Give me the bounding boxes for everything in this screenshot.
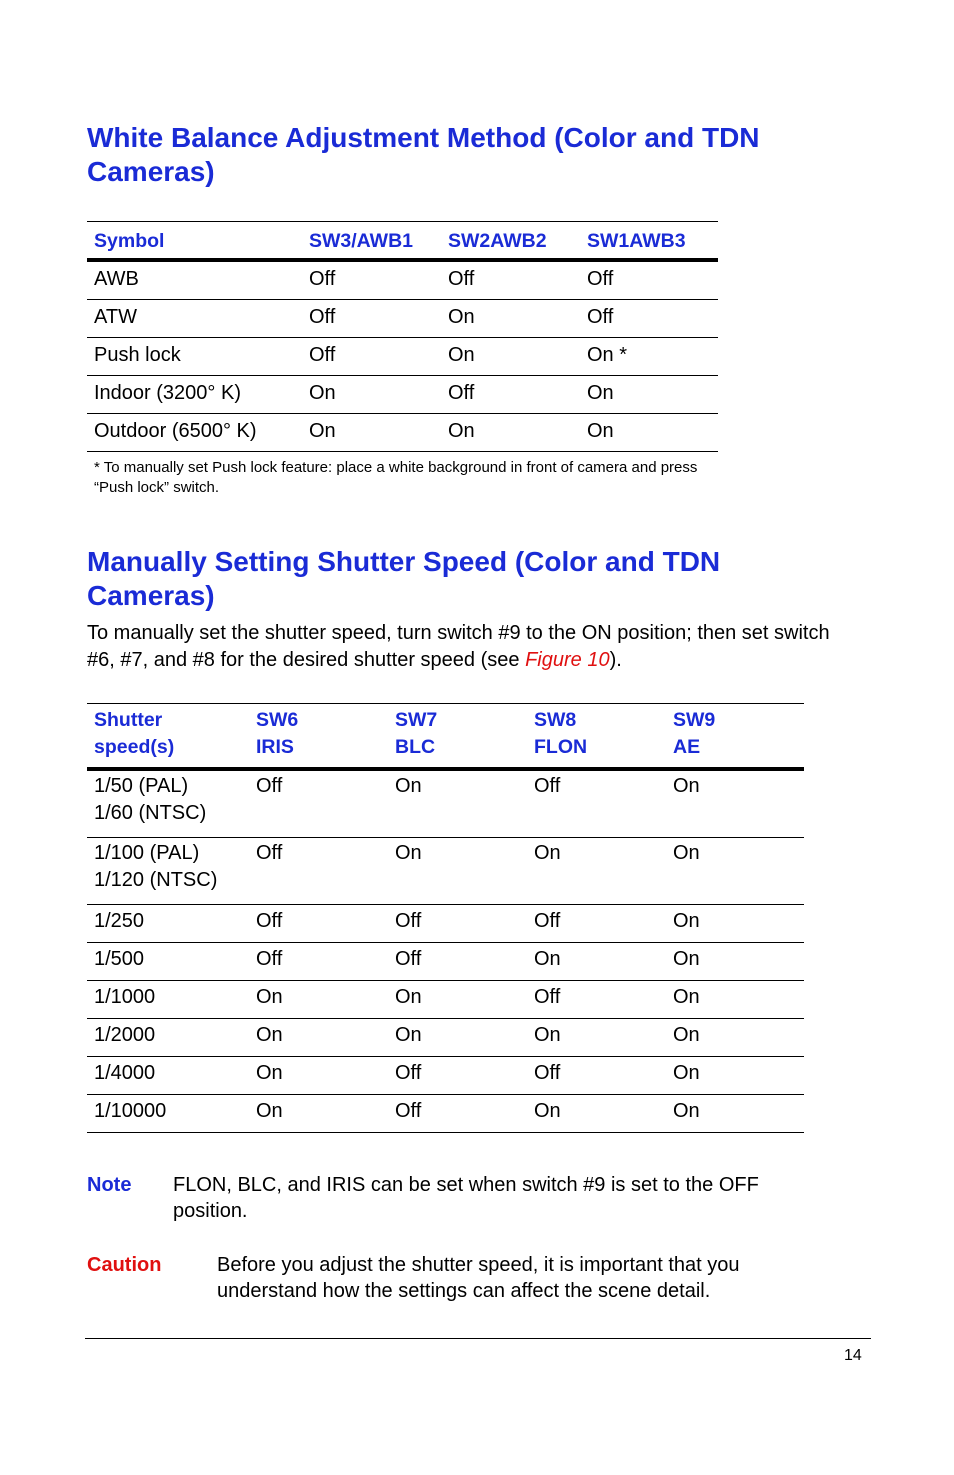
cell-sw2: On xyxy=(441,338,580,376)
header-line: SW7 xyxy=(395,709,438,731)
speed-ntsc: 1/60 (NTSC) xyxy=(94,802,207,824)
cell-shutter-speed: 1/2000 xyxy=(87,1019,249,1057)
table-row xyxy=(87,300,718,338)
cell-shutter-speed: 1/4000 xyxy=(87,1057,249,1095)
table-row xyxy=(87,1095,804,1133)
speed-pal: 1/100 (PAL) xyxy=(94,842,200,864)
column-header-sw9-ae xyxy=(666,704,804,770)
cell-sw7: Off xyxy=(388,943,527,981)
cell-shutter-speed xyxy=(87,838,249,905)
cell-sw2: Off xyxy=(441,260,580,300)
table-row xyxy=(87,260,718,300)
cell-sw7: On xyxy=(388,769,527,838)
cell-shutter-speed: 1/250 xyxy=(87,905,249,943)
header-line: SW9 xyxy=(673,709,716,731)
cell-sw9: On xyxy=(666,905,804,943)
cell-sw6: Off xyxy=(249,838,388,905)
cell-symbol: AWB xyxy=(87,260,302,300)
cell-sw9: On xyxy=(666,1095,804,1133)
column-header-sw2awb2: SW2AWB2 xyxy=(441,222,580,261)
column-header-shutter-speed xyxy=(87,704,249,770)
cell-sw8: On xyxy=(527,1019,666,1057)
table-row xyxy=(87,769,804,838)
cell-sw8: On xyxy=(527,838,666,905)
intro-text: To manually set the shutter speed, turn switch #9 to the ON position; then set switch #6, #7, and #8 for the desired shutter speed (see xyxy=(87,622,830,671)
table-row xyxy=(87,414,718,452)
header-line: speed(s) xyxy=(94,736,175,758)
cell-shutter-speed: 1/500 xyxy=(87,943,249,981)
cell-sw2: On xyxy=(441,300,580,338)
column-header-sw3-awb1: SW3/AWB1 xyxy=(302,222,441,261)
cell-sw9: On xyxy=(666,769,804,838)
table-row xyxy=(87,1019,804,1057)
header-line: BLC xyxy=(395,736,436,758)
table-row xyxy=(87,338,718,376)
cell-shutter-speed xyxy=(87,769,249,838)
cell-symbol: Outdoor (6500° K) xyxy=(87,414,302,452)
table-header-row xyxy=(87,704,804,770)
cell-sw3: Off xyxy=(302,260,441,300)
speed-ntsc: 1/120 (NTSC) xyxy=(94,869,218,891)
note-text: FLON, BLC, and IRIS can be set when switch #9 is set to the OFF position. xyxy=(173,1174,759,1222)
table-row xyxy=(87,943,804,981)
table-header-row xyxy=(87,222,718,261)
cell-sw1: On xyxy=(580,414,718,452)
cell-sw7: Off xyxy=(388,1095,527,1133)
white-balance-table xyxy=(87,221,718,452)
cell-sw3: Off xyxy=(302,338,441,376)
cell-shutter-speed: 1/10000 xyxy=(87,1095,249,1133)
column-header-sw8-flon xyxy=(527,704,666,770)
section-heading-shutter-speed: Manually Setting Shutter Speed (Color and TDN Cameras) xyxy=(87,546,721,611)
page-number: 14 xyxy=(844,1347,862,1364)
footnote-marker: * xyxy=(94,459,100,476)
cell-sw6: On xyxy=(249,1057,388,1095)
header-line: SW6 xyxy=(256,709,299,731)
shutter-speed-intro xyxy=(87,620,857,674)
cell-sw6: On xyxy=(249,1019,388,1057)
cell-symbol: ATW xyxy=(87,300,302,338)
cell-sw6: Off xyxy=(249,905,388,943)
figure-10-link[interactable]: Figure 10 xyxy=(525,649,610,671)
header-line: IRIS xyxy=(256,736,294,758)
table-row xyxy=(87,981,804,1019)
table-row xyxy=(87,838,804,905)
cell-sw2: Off xyxy=(441,376,580,414)
cell-sw6: Off xyxy=(249,769,388,838)
cell-symbol: Indoor (3200° K) xyxy=(87,376,302,414)
header-line: FLON xyxy=(534,736,588,758)
footer-divider xyxy=(85,1338,871,1339)
table-row xyxy=(87,1057,804,1095)
footnote-text: To manually set Push lock feature: place a white background in front of camera and press “Push lock” switch. xyxy=(94,459,698,496)
header-line: Shutter xyxy=(94,709,163,731)
cell-sw1: Off xyxy=(580,300,718,338)
cell-sw1: On xyxy=(580,376,718,414)
column-header-sw1awb3: SW1AWB3 xyxy=(580,222,718,261)
cell-sw3: Off xyxy=(302,300,441,338)
cell-sw2: On xyxy=(441,414,580,452)
table-row xyxy=(87,376,718,414)
cell-sw7: Off xyxy=(388,905,527,943)
cell-sw3: On xyxy=(302,414,441,452)
cell-sw1: Off xyxy=(580,260,718,300)
cell-sw9: On xyxy=(666,1057,804,1095)
shutter-speed-table xyxy=(87,703,804,1133)
cell-sw1: On * xyxy=(580,338,718,376)
cell-sw6: On xyxy=(249,981,388,1019)
column-header-sw7-blc xyxy=(388,704,527,770)
cell-shutter-speed: 1/1000 xyxy=(87,981,249,1019)
cell-sw6: On xyxy=(249,1095,388,1133)
cell-sw7: Off xyxy=(388,1057,527,1095)
note-label: Note xyxy=(87,1174,132,1196)
cell-sw9: On xyxy=(666,943,804,981)
cell-sw8: On xyxy=(527,943,666,981)
cell-sw8: Off xyxy=(527,769,666,838)
column-header-symbol: Symbol xyxy=(87,222,302,261)
cell-sw8: On xyxy=(527,1095,666,1133)
column-header-sw6-iris xyxy=(249,704,388,770)
cell-sw9: On xyxy=(666,981,804,1019)
header-line: SW8 xyxy=(534,709,577,731)
cell-sw7: On xyxy=(388,1019,527,1057)
push-lock-footnote xyxy=(94,458,714,498)
cell-sw8: Off xyxy=(527,981,666,1019)
header-line: AE xyxy=(673,736,701,758)
caution-label: Caution xyxy=(87,1254,162,1276)
cell-sw9: On xyxy=(666,838,804,905)
table-row xyxy=(87,905,804,943)
cell-symbol: Push lock xyxy=(87,338,302,376)
cell-sw8: Off xyxy=(527,1057,666,1095)
cell-sw9: On xyxy=(666,1019,804,1057)
intro-text-end: ). xyxy=(609,649,622,671)
cell-sw8: Off xyxy=(527,905,666,943)
cell-sw6: Off xyxy=(249,943,388,981)
cell-sw7: On xyxy=(388,981,527,1019)
section-heading-white-balance: White Balance Adjustment Method (Color and TDN Cameras) xyxy=(87,122,760,187)
cell-sw3: On xyxy=(302,376,441,414)
speed-pal: 1/50 (PAL) xyxy=(94,775,189,797)
caution-text: Before you adjust the shutter speed, it is important that you understand how the settings can affect the scene detail. xyxy=(217,1254,740,1302)
cell-sw7: On xyxy=(388,838,527,905)
